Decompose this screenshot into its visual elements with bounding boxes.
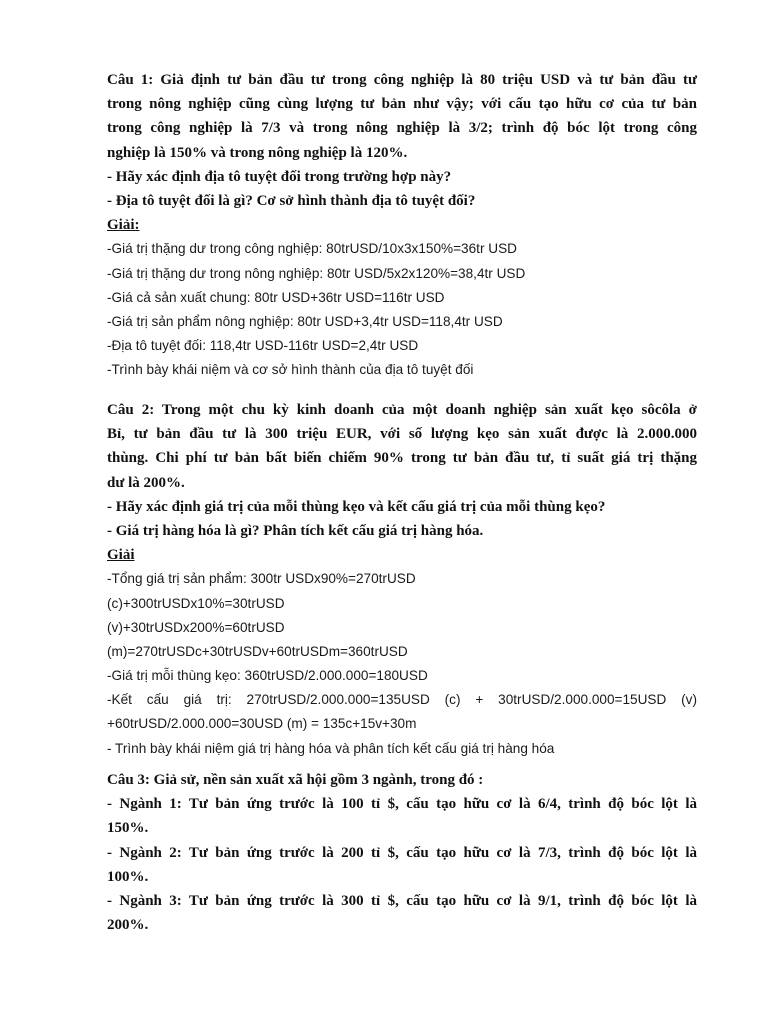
question-2 (107, 398, 697, 761)
question-3-sector: 200%. (107, 917, 149, 934)
answer-line: (c)+300trUSDx10%=30trUSD (107, 595, 285, 611)
question-1-line: trong công nghiệp là 7/3 và trong nông nghiệp là 3/2; trình độ bóc lột trong công (107, 120, 697, 137)
question-2-line: thùng. Chi phí tư bản bất biến chiếm 90% trong tư bản đầu tư, tỉ suất giá trị thặng (107, 450, 697, 467)
answer-line: +60trUSD/2.000.000=30USD (m) = 135c+15v+30m (107, 716, 417, 732)
question-3-line: Câu 3: Giả sử, nền sản xuất xã hội gồm 3 ngành, trong đó : (107, 772, 484, 788)
question-1 (107, 68, 697, 382)
question-2-task: - Giá trị hàng hóa là gì? Phân tích kết cấu giá trị hàng hóa. (107, 522, 484, 539)
answer-line: -Địa tô tuyệt đối: 118,4tr USD-116tr USD=2,4tr USD (107, 338, 419, 354)
question-3-sector: - Ngành 1: Tư bản ứng trước là 100 tỉ $, cấu tạo hữu cơ là 6/4, trình độ bóc lột là (107, 796, 697, 813)
answer-line: -Tổng giá trị sản phẩm: 300tr USDx90%=270trUSD (107, 571, 416, 587)
question-3 (107, 768, 697, 937)
answer-line: -Giá trị sản phẩm nông nghiệp: 80tr USD+3,4tr USD=118,4tr USD (107, 313, 503, 329)
question-3-sector: - Ngành 3: Tư bản ứng trước là 300 tỉ $, cấu tạo hữu cơ là 9/1, trình độ bóc lột là (107, 892, 697, 909)
question-1-line: trong nông nghiệp cũng cùng lượng tư bản như vậy; với cấu tạo hữu cơ của tư bản (107, 96, 697, 113)
solution-label: Giải: (107, 217, 140, 234)
question-2-line: Câu 2: Trong một chu kỳ kinh doanh của một doanh nghiệp sản xuất kẹo sôcôla ở (107, 402, 697, 418)
answer-line: (v)+30trUSDx200%=60trUSD (107, 619, 285, 635)
question-2-line: Bỉ, tư bản đầu tư là 300 triệu EUR, với số lượng kẹo sản xuất được là 2.000.000 (107, 426, 697, 443)
question-2-task: - Hãy xác định giá trị của mỗi thùng kẹo và kết cấu giá trị của mỗi thùng kẹo? (107, 498, 606, 515)
question-3-sector: 100%. (107, 868, 149, 885)
answer-line: -Giá trị mỗi thùng kẹo: 360trUSD/2.000.000=180USD (107, 668, 428, 684)
solution-label: Giải (107, 547, 135, 564)
question-3-sector: 150%. (107, 820, 149, 837)
answer-line: -Giá trị thặng dư trong nông nghiệp: 80tr USD/5x2x120%=38,4tr USD (107, 265, 526, 281)
answer-line: -Giá cả sản xuất chung: 80tr USD+36tr USD=116tr USD (107, 289, 445, 305)
question-2-line: dư là 200%. (107, 474, 185, 491)
question-1-task: - Hãy xác định địa tô tuyệt đối trong trường hợp này? (107, 168, 452, 185)
question-3-sector: - Ngành 2: Tư bản ứng trước là 200 tỉ $, cấu tạo hữu cơ là 7/3, trình độ bóc lột là (107, 844, 697, 861)
question-1-line: Câu 1: Giả định tư bản đầu tư trong công nghiệp là 80 triệu USD và tư bản đầu tư (107, 72, 697, 88)
answer-line: (m)=270trUSDc+30trUSDv+60trUSDm=360trUSD (107, 643, 408, 659)
answer-line: -Trình bày khái niệm và cơ sở hình thành của địa tô tuyệt đối (107, 362, 474, 378)
answer-line: - Trình bày khái niệm giá trị hàng hóa và phân tích kết cấu giá trị hàng hóa (107, 740, 555, 756)
question-1-line: nghiệp là 150% và trong nông nghiệp là 120%. (107, 144, 408, 161)
question-1-task: - Địa tô tuyệt đối là gì? Cơ sở hình thành địa tô tuyệt đối? (107, 192, 476, 209)
answer-line: -Giá trị thặng dư trong công nghiệp: 80trUSD/10x3x150%=36tr USD (107, 241, 517, 257)
answer-line: -Kết cấu giá trị: 270trUSD/2.000.000=135USD (c) + 30trUSD/2.000.000=15USD (v) (107, 692, 697, 708)
